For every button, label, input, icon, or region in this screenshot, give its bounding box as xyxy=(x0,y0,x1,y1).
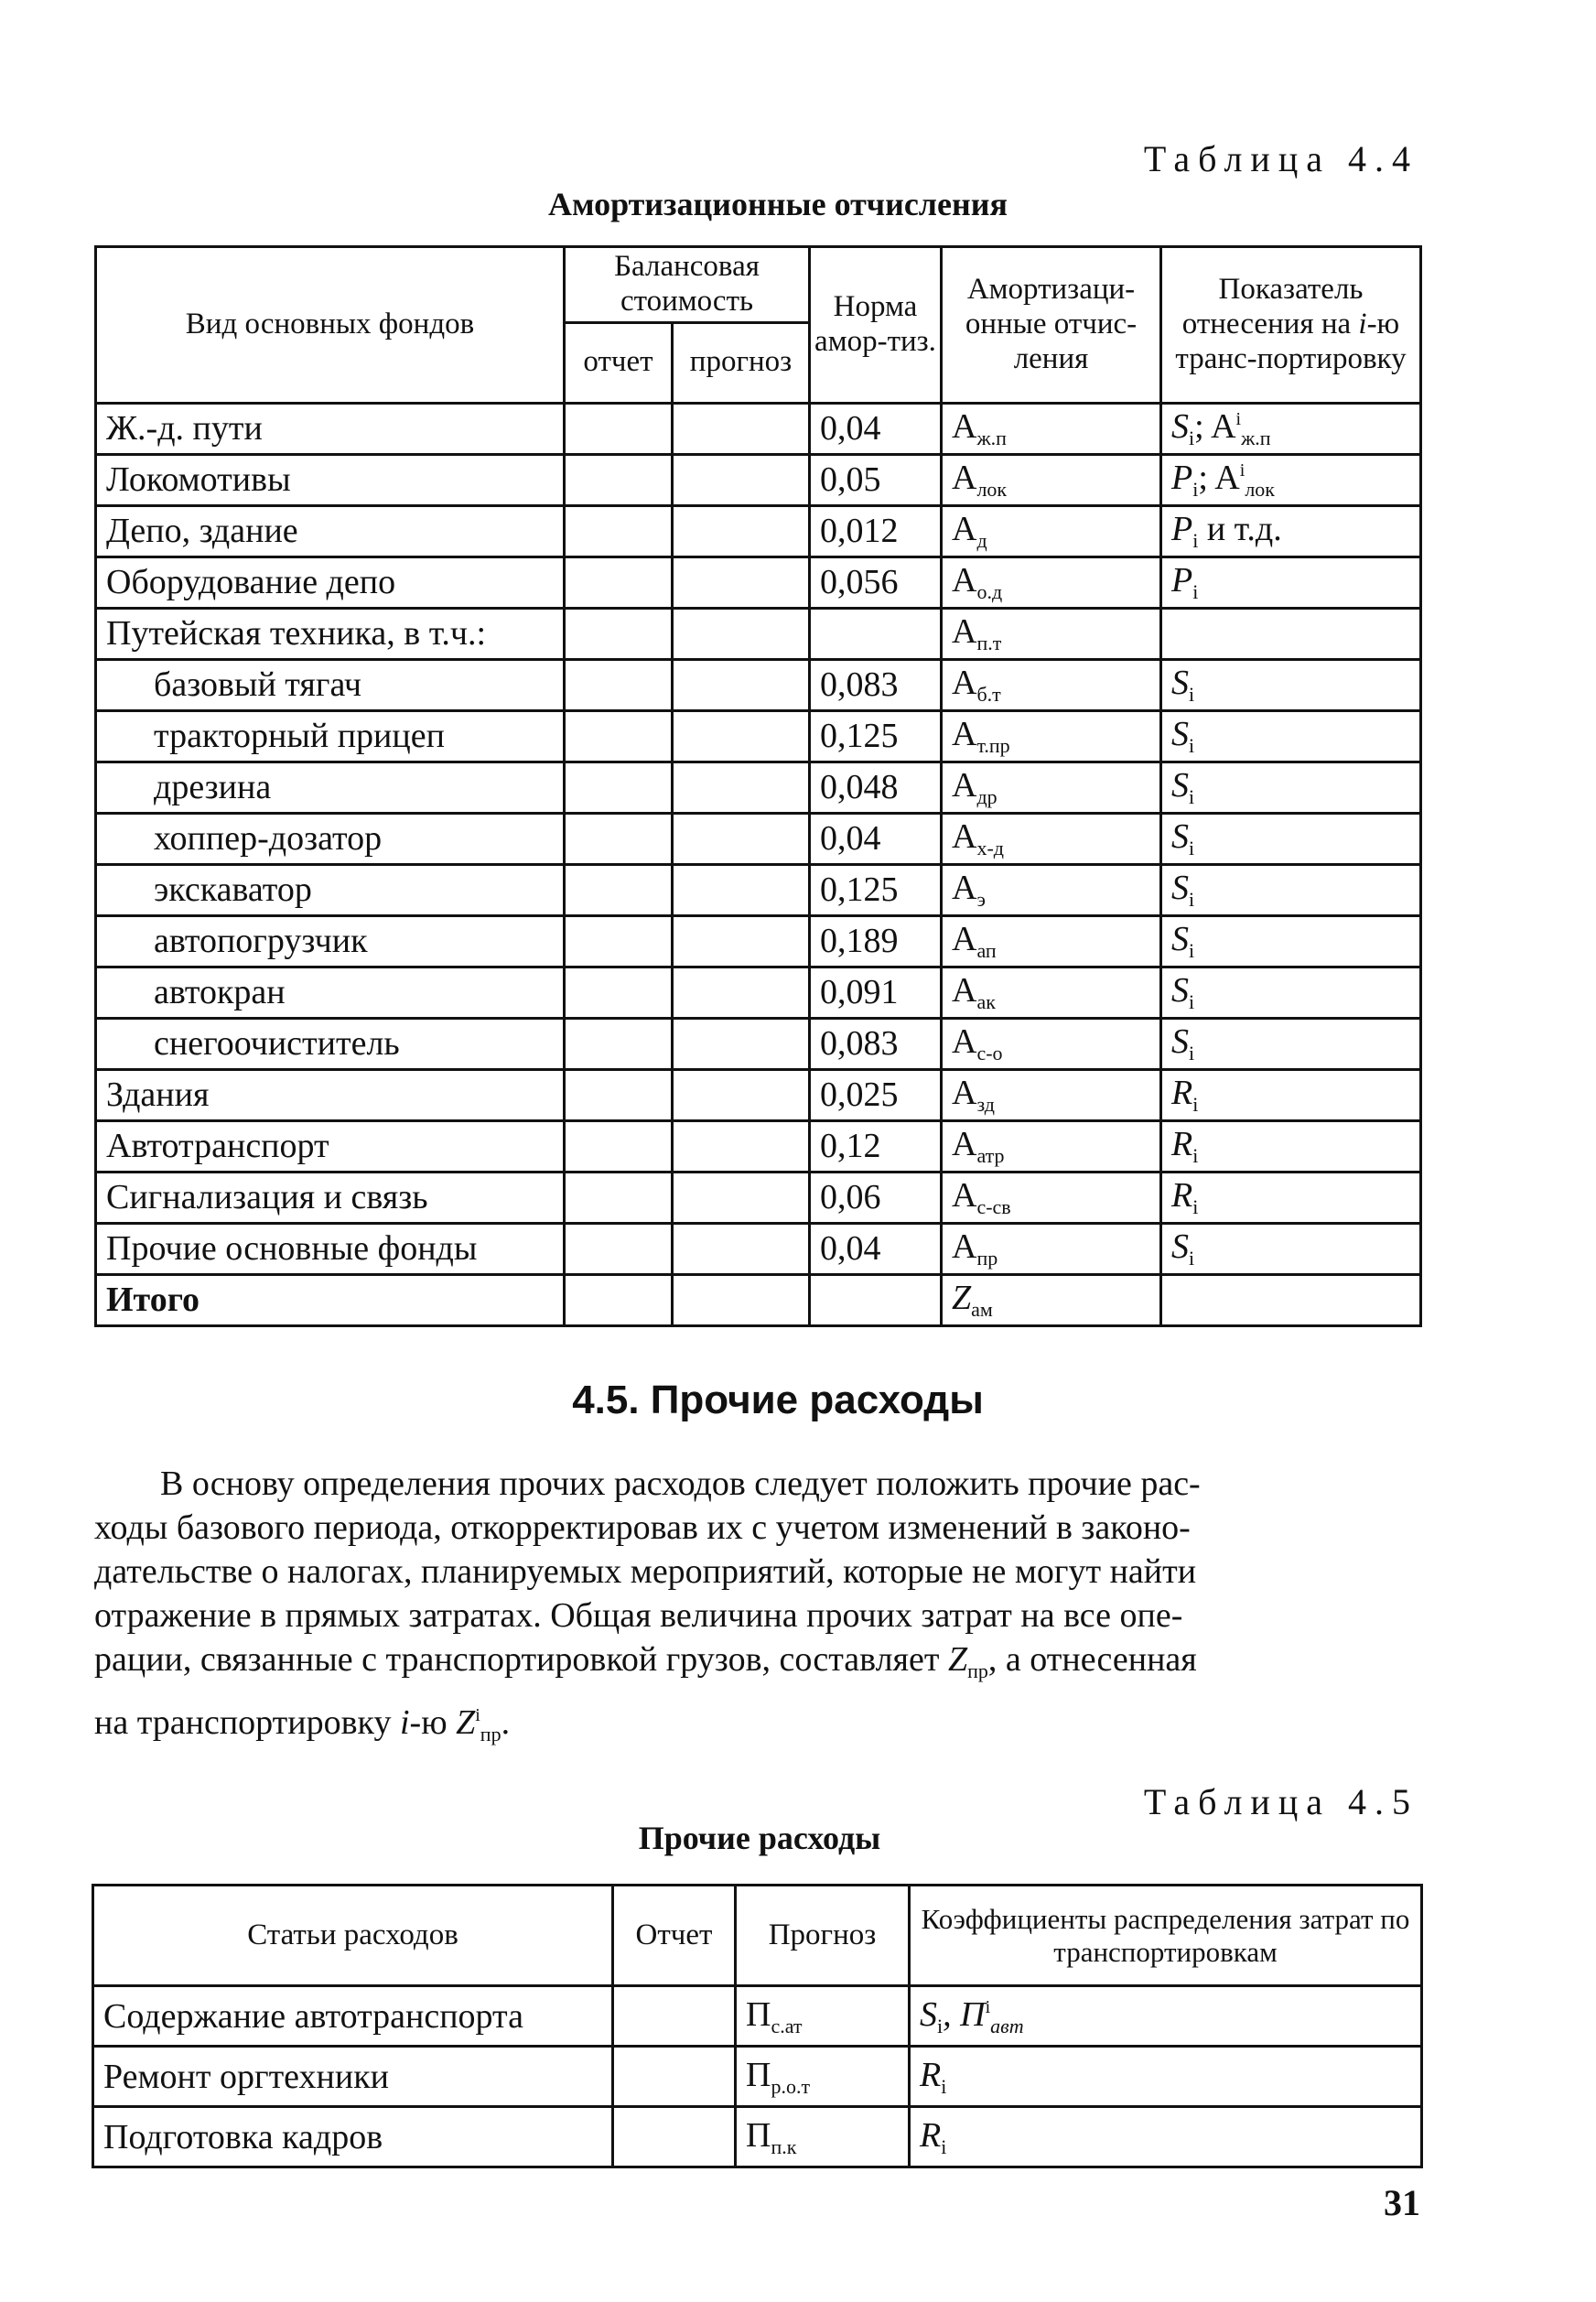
asset-name: базовый тягач xyxy=(96,659,565,710)
depreciation-symbol: $A_{х-д}$ xyxy=(942,813,1161,864)
depreciation-symbol: $A_{п.т}$ xyxy=(942,608,1161,659)
table-row xyxy=(96,710,1421,762)
report-cell xyxy=(565,762,673,813)
norm-value: 0,048 xyxy=(810,762,942,813)
paragraph-line: отражение в прямых затратах. Общая величина прочих затрат на все опе- xyxy=(94,1596,1183,1635)
allocation-indicator: $S_i$ xyxy=(1161,1223,1421,1274)
allocation-indicator: $S_i$ xyxy=(1161,813,1421,864)
asset-name: Депо, здание xyxy=(96,505,565,557)
page-number: 31 xyxy=(1384,2182,1420,2223)
report-cell xyxy=(565,608,673,659)
report-cell xyxy=(565,659,673,710)
table-row xyxy=(96,915,1421,967)
depreciation-symbol: $A_{атр}$ xyxy=(942,1120,1161,1172)
norm-value: 0,06 xyxy=(810,1172,942,1223)
depreciation-symbol: $A_{б.т}$ xyxy=(942,659,1161,710)
depreciation-symbol: $A_{о.д}$ xyxy=(942,557,1161,608)
norm-value: 0,12 xyxy=(810,1120,942,1172)
header-balance-value: Балансовая стоимость xyxy=(565,247,810,323)
depreciation-symbol: $A_{с-св}$ xyxy=(942,1172,1161,1223)
header-asset-type: Вид основных фондов xyxy=(96,247,565,404)
table-row xyxy=(96,1120,1421,1172)
forecast-cell xyxy=(673,557,810,608)
table-row xyxy=(96,864,1421,915)
asset-name: Прочие основные фонды xyxy=(96,1223,565,1274)
report-cell xyxy=(565,505,673,557)
asset-name: Автотранспорт xyxy=(96,1120,565,1172)
depreciation-symbol: $A_д$ xyxy=(942,505,1161,557)
table-row xyxy=(96,403,1421,454)
header-distribution-coefficients: Коэффициенты распределения затрат по транспортировкам xyxy=(910,1886,1422,1986)
table-row xyxy=(96,454,1421,505)
forecast-cell xyxy=(673,608,810,659)
allocation-indicator: $P_i$; $A^i_{лок}$ xyxy=(1161,454,1421,505)
table-row xyxy=(96,608,1421,659)
report-cell xyxy=(565,557,673,608)
allocation-indicator: $P_i$ xyxy=(1161,557,1421,608)
forecast-cell xyxy=(673,813,810,864)
table-row xyxy=(96,1069,1421,1120)
depreciation-symbol: $Z_{ам}$ xyxy=(942,1274,1161,1325)
depreciation-symbol: $A_{ап}$ xyxy=(942,915,1161,967)
expense-name: Подготовка кадров xyxy=(93,2107,613,2167)
table-row xyxy=(96,1172,1421,1223)
asset-name: автокран xyxy=(96,967,565,1018)
asset-name: Сигнализация и связь xyxy=(96,1172,565,1223)
forecast-cell xyxy=(673,1223,810,1274)
depreciation-symbol: $A_{ж.п}$ xyxy=(942,403,1161,454)
body-paragraph xyxy=(94,1462,1419,1756)
forecast-cell xyxy=(673,915,810,967)
norm-value: 0,189 xyxy=(810,915,942,967)
report-cell xyxy=(613,2047,736,2107)
allocation-indicator: $S_i$ xyxy=(1161,864,1421,915)
report-cell xyxy=(565,1172,673,1223)
report-cell xyxy=(565,403,673,454)
header-forecast: прогноз xyxy=(673,322,810,403)
allocation-indicator xyxy=(1161,608,1421,659)
asset-name: снегоочиститель xyxy=(96,1018,565,1069)
allocation-indicator: $R_i$ xyxy=(1161,1120,1421,1172)
header-allocation-indicator: Показатель отнесения на i-ю транс-портировку xyxy=(1161,247,1421,404)
allocation-indicator: $P_i$ и т.д. xyxy=(1161,505,1421,557)
forecast-cell xyxy=(673,864,810,915)
asset-name: хоппер-дозатор xyxy=(96,813,565,864)
norm-value: 0,012 xyxy=(810,505,942,557)
allocation-indicator: $S_i$ xyxy=(1161,1018,1421,1069)
section-heading: 4.5. Прочие расходы xyxy=(572,1378,984,1422)
table-caption: Таблица 4.4 xyxy=(1143,138,1418,179)
forecast-cell xyxy=(673,710,810,762)
table-row xyxy=(96,1274,1421,1325)
table-title: Прочие расходы xyxy=(638,1820,881,1856)
forecast-symbol: $П_{с.ат}$ xyxy=(736,1986,910,2047)
depreciation-symbol: $A_{т.пр}$ xyxy=(942,710,1161,762)
asset-name: Оборудование депо xyxy=(96,557,565,608)
asset-name: автопогрузчик xyxy=(96,915,565,967)
norm-value: 0,083 xyxy=(810,1018,942,1069)
report-cell xyxy=(565,967,673,1018)
forecast-cell xyxy=(673,505,810,557)
header-report: отчет xyxy=(565,322,673,403)
header-depreciation-norm: Норма амор-тиз. xyxy=(810,247,942,404)
expense-name: Ремонт оргтехники xyxy=(93,2047,613,2107)
norm-value xyxy=(810,1274,942,1325)
norm-value: 0,025 xyxy=(810,1069,942,1120)
depreciation-symbol: $A_{ак}$ xyxy=(942,967,1161,1018)
paragraph-line: ходы базового периода, откорректировав их с учетом изменений в законо- xyxy=(94,1508,1191,1547)
table-caption: Таблица 4.5 xyxy=(1143,1781,1418,1822)
norm-value: 0,083 xyxy=(810,659,942,710)
forecast-cell xyxy=(673,403,810,454)
header-depreciation-charges: Амортизаци-онные отчис-ления xyxy=(942,247,1161,404)
report-cell xyxy=(565,1223,673,1274)
report-cell xyxy=(613,1986,736,2047)
depreciation-symbol: $A_{пр}$ xyxy=(942,1223,1161,1274)
report-cell xyxy=(613,2107,736,2167)
distribution-coefficient: $R_i$ xyxy=(910,2047,1422,2107)
norm-value: 0,091 xyxy=(810,967,942,1018)
allocation-indicator: $S_i$ xyxy=(1161,915,1421,967)
norm-value: 0,125 xyxy=(810,710,942,762)
forecast-cell xyxy=(673,1274,810,1325)
asset-name: экскаватор xyxy=(96,864,565,915)
depreciation-symbol: $A_{зд}$ xyxy=(942,1069,1161,1120)
table-row xyxy=(96,1018,1421,1069)
table-row xyxy=(93,2047,1422,2107)
paragraph-line: рации, связанные с транспортировкой грузов, составляет $Z_{пр}$, а отнесенная xyxy=(94,1640,1197,1682)
report-cell xyxy=(565,864,673,915)
distribution-coefficient: $S_i$, $П^i_{авт}$ xyxy=(910,1986,1422,2047)
norm-value: 0,04 xyxy=(810,1223,942,1274)
forecast-symbol: $П_{р.о.т}$ xyxy=(736,2047,910,2107)
allocation-indicator: $S_i$ xyxy=(1161,967,1421,1018)
other-expenses-table xyxy=(92,1884,1423,2168)
norm-value: 0,05 xyxy=(810,454,942,505)
report-cell xyxy=(565,915,673,967)
forecast-cell xyxy=(673,659,810,710)
norm-value: 0,056 xyxy=(810,557,942,608)
forecast-cell xyxy=(673,454,810,505)
paragraph-line: В основу определения прочих расходов следует положить прочие рас- xyxy=(160,1464,1201,1503)
norm-value: 0,04 xyxy=(810,813,942,864)
asset-name: Итого xyxy=(96,1274,565,1325)
header-forecast: Прогноз xyxy=(736,1886,910,1986)
allocation-indicator: $R_i$ xyxy=(1161,1172,1421,1223)
paragraph-line: дательстве о налогах, планируемых мероприятий, которые не могут найти xyxy=(94,1552,1197,1591)
depreciation-symbol: $A_{с-о}$ xyxy=(942,1018,1161,1069)
asset-name: Путейская техника, в т.ч.: xyxy=(96,608,565,659)
header-report: Отчет xyxy=(613,1886,736,1986)
asset-name: дрезина xyxy=(96,762,565,813)
forecast-cell xyxy=(673,1120,810,1172)
forecast-cell xyxy=(673,1172,810,1223)
report-cell xyxy=(565,454,673,505)
table-row xyxy=(96,1223,1421,1274)
table-row xyxy=(96,967,1421,1018)
asset-name: Здания xyxy=(96,1069,565,1120)
table-title: Амортизационные отчисления xyxy=(548,186,1008,222)
table-row xyxy=(96,505,1421,557)
report-cell xyxy=(565,813,673,864)
forecast-cell xyxy=(673,967,810,1018)
allocation-indicator: $R_i$ xyxy=(1161,1069,1421,1120)
asset-name: Локомотивы xyxy=(96,454,565,505)
table-row xyxy=(93,1986,1422,2047)
allocation-indicator xyxy=(1161,1274,1421,1325)
table-row xyxy=(93,2107,1422,2167)
allocation-indicator: $S_i$ xyxy=(1161,659,1421,710)
asset-name: Ж.-д. пути xyxy=(96,403,565,454)
table-row xyxy=(96,762,1421,813)
forecast-cell xyxy=(673,762,810,813)
table-row xyxy=(96,813,1421,864)
allocation-indicator: $S_i$; $A^i_{ж.п}$ xyxy=(1161,403,1421,454)
norm-value xyxy=(810,608,942,659)
report-cell xyxy=(565,1018,673,1069)
norm-value: 0,125 xyxy=(810,864,942,915)
depreciation-symbol: $A_э$ xyxy=(942,864,1161,915)
amortization-table xyxy=(94,245,1422,1327)
forecast-cell xyxy=(673,1018,810,1069)
depreciation-symbol: $A_{лок}$ xyxy=(942,454,1161,505)
header-expense-items: Статьи расходов xyxy=(93,1886,613,1986)
allocation-indicator: $S_i$ xyxy=(1161,762,1421,813)
asset-name: тракторный прицеп xyxy=(96,710,565,762)
table-row xyxy=(96,659,1421,710)
norm-value: 0,04 xyxy=(810,403,942,454)
report-cell xyxy=(565,1274,673,1325)
distribution-coefficient: $R_i$ xyxy=(910,2107,1422,2167)
paragraph-line: на транспортировку i-ю $Z^i_{пр}$. xyxy=(94,1703,511,1745)
forecast-cell xyxy=(673,1069,810,1120)
report-cell xyxy=(565,710,673,762)
forecast-symbol: $П_{п.к}$ xyxy=(736,2107,910,2167)
report-cell xyxy=(565,1120,673,1172)
table-row xyxy=(96,557,1421,608)
report-cell xyxy=(565,1069,673,1120)
depreciation-symbol: $A_{др}$ xyxy=(942,762,1161,813)
allocation-indicator: $S_i$ xyxy=(1161,710,1421,762)
expense-name: Содержание автотранспорта xyxy=(93,1986,613,2047)
